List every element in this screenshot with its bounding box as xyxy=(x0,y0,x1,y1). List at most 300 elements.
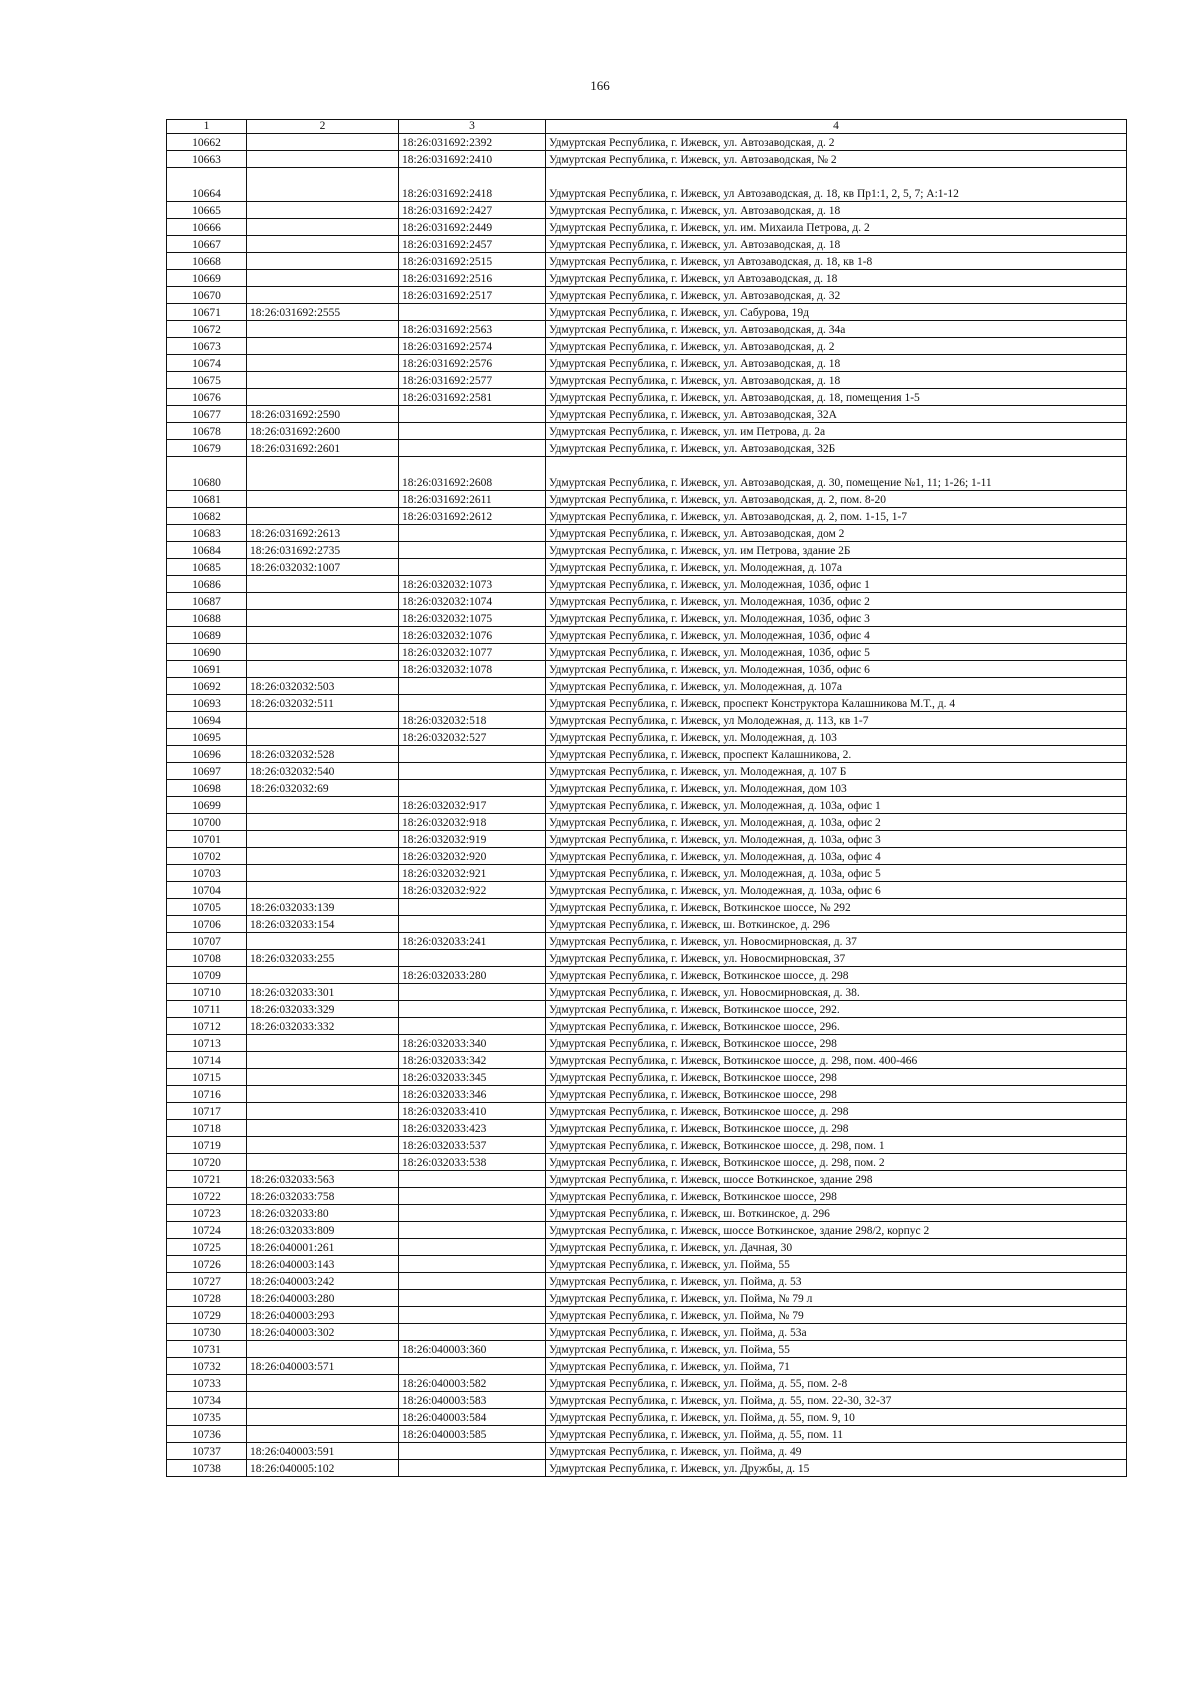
row-number-cell: 10676 xyxy=(167,389,247,406)
cadastral-number-cell xyxy=(399,1324,546,1341)
table-row xyxy=(167,151,1127,168)
cadastral-number-cell xyxy=(247,644,399,661)
row-number-cell: 10711 xyxy=(167,1001,247,1018)
cadastral-number-cell xyxy=(247,338,399,355)
cadastral-number-cell: 18:26:040003:302 xyxy=(247,1324,399,1341)
cadastral-number-cell: 18:26:031692:2601 xyxy=(247,440,399,457)
address-cell: Удмуртская Республика, г. Ижевск, ул. Молодежная, д. 103а, офис 5 xyxy=(546,865,1127,882)
row-number-cell: 10719 xyxy=(167,1137,247,1154)
table-row xyxy=(167,1256,1127,1273)
row-number-cell: 10716 xyxy=(167,1086,247,1103)
row-number-cell: 10674 xyxy=(167,355,247,372)
row-number-cell: 10703 xyxy=(167,865,247,882)
row-number-cell: 10721 xyxy=(167,1171,247,1188)
row-number-cell: 10690 xyxy=(167,644,247,661)
cadastral-number-cell xyxy=(399,1290,546,1307)
table-row xyxy=(167,1103,1127,1120)
cadastral-number-cell xyxy=(247,1341,399,1358)
address-cell: Удмуртская Республика, г. Ижевск, проспект Конструктора Калашникова М.Т., д. 4 xyxy=(546,695,1127,712)
address-cell: Удмуртская Республика, г. Ижевск, ул. Автозаводская, д. 18 xyxy=(546,236,1127,253)
cadastral-number-cell xyxy=(399,304,546,321)
cadastral-number-cell xyxy=(247,1426,399,1443)
cadastral-number-cell: 18:26:031692:2612 xyxy=(399,508,546,525)
address-cell: Удмуртская Республика, г. Ижевск, Воткинское шоссе, 298 xyxy=(546,1069,1127,1086)
cadastral-number-cell: 18:26:031692:2427 xyxy=(399,202,546,219)
cadastral-number-cell: 18:26:031692:2392 xyxy=(399,134,546,151)
address-cell: Удмуртская Республика, г. Ижевск, Воткинское шоссе, 298 xyxy=(546,1188,1127,1205)
table-row xyxy=(167,168,1127,202)
table-row xyxy=(167,933,1127,950)
cadastral-number-cell: 18:26:032032:1073 xyxy=(399,576,546,593)
row-number-cell: 10679 xyxy=(167,440,247,457)
address-cell: Удмуртская Республика, г. Ижевск, ул. Автозаводская, 32А xyxy=(546,406,1127,423)
table-row xyxy=(167,746,1127,763)
row-number-cell: 10707 xyxy=(167,933,247,950)
address-cell: Удмуртская Республика, г. Ижевск, ул. Молодежная, дом 103 xyxy=(546,780,1127,797)
row-number-cell: 10666 xyxy=(167,219,247,236)
cadastral-number-cell xyxy=(399,440,546,457)
address-cell: Удмуртская Республика, г. Ижевск, ул. Сабурова, 19д xyxy=(546,304,1127,321)
table-row xyxy=(167,576,1127,593)
cadastral-number-cell xyxy=(247,1052,399,1069)
row-number-cell: 10738 xyxy=(167,1460,247,1477)
address-cell: Удмуртская Республика, г. Ижевск, ул Молодежная, д. 113, кв 1-7 xyxy=(546,712,1127,729)
row-number-cell: 10663 xyxy=(167,151,247,168)
table-row xyxy=(167,950,1127,967)
address-cell: Удмуртская Республика, г. Ижевск, ул. Новосмирновская, 37 xyxy=(546,950,1127,967)
row-number-cell: 10683 xyxy=(167,525,247,542)
cadastral-number-cell xyxy=(247,491,399,508)
cadastral-number-cell: 18:26:031692:2516 xyxy=(399,270,546,287)
cadastral-number-cell xyxy=(247,236,399,253)
cadastral-number-cell: 18:26:032032:511 xyxy=(247,695,399,712)
address-cell: Удмуртская Республика, г. Ижевск, Воткинское шоссе, 298 xyxy=(546,1035,1127,1052)
table-row xyxy=(167,984,1127,1001)
cadastral-number-cell xyxy=(399,525,546,542)
address-cell: Удмуртская Республика, г. Ижевск, Воткинское шоссе, д. 298, пом. 1 xyxy=(546,1137,1127,1154)
address-cell: Удмуртская Республика, г. Ижевск, проспект Калашникова, 2. xyxy=(546,746,1127,763)
address-cell: Удмуртская Республика, г. Ижевск, ул. Пойма, 55 xyxy=(546,1256,1127,1273)
cadastral-number-cell xyxy=(247,321,399,338)
row-number-cell: 10734 xyxy=(167,1392,247,1409)
row-number-cell: 10685 xyxy=(167,559,247,576)
cadastral-number-cell xyxy=(399,423,546,440)
cadastral-number-cell xyxy=(399,899,546,916)
cadastral-number-cell: 18:26:040003:584 xyxy=(399,1409,546,1426)
cadastral-number-cell: 18:26:031692:2457 xyxy=(399,236,546,253)
cadastral-number-cell xyxy=(247,202,399,219)
address-cell: Удмуртская Республика, г. Ижевск, ул. Автозаводская, д. 18 xyxy=(546,355,1127,372)
table-row xyxy=(167,202,1127,219)
cadastral-number-cell: 18:26:040003:143 xyxy=(247,1256,399,1273)
address-cell: Удмуртская Республика, г. Ижевск, ул. Молодежная, 103б, офис 1 xyxy=(546,576,1127,593)
cadastral-number-cell: 18:26:032032:540 xyxy=(247,763,399,780)
row-number-cell: 10714 xyxy=(167,1052,247,1069)
table-row xyxy=(167,1069,1127,1086)
table-header-row xyxy=(167,120,1127,134)
cadastral-number-cell xyxy=(247,882,399,899)
cadastral-number-cell: 18:26:032032:527 xyxy=(399,729,546,746)
cadastral-number-cell xyxy=(399,1443,546,1460)
row-number-cell: 10702 xyxy=(167,848,247,865)
cadastral-number-cell: 18:26:040005:102 xyxy=(247,1460,399,1477)
cadastral-number-cell xyxy=(247,1103,399,1120)
address-cell: Удмуртская Республика, г. Ижевск, ул. Молодежная, 103б, офис 6 xyxy=(546,661,1127,678)
row-number-cell: 10713 xyxy=(167,1035,247,1052)
cadastral-number-cell: 18:26:031692:2449 xyxy=(399,219,546,236)
address-cell: Удмуртская Республика, г. Ижевск, ул. Молодежная, 103б, офис 5 xyxy=(546,644,1127,661)
row-number-cell: 10680 xyxy=(167,457,247,491)
table-row xyxy=(167,627,1127,644)
address-cell: Удмуртская Республика, г. Ижевск, Воткинское шоссе, д. 298 xyxy=(546,1120,1127,1137)
table-row xyxy=(167,610,1127,627)
row-number-cell: 10699 xyxy=(167,797,247,814)
table-body xyxy=(167,134,1127,1477)
cadastral-number-cell xyxy=(247,576,399,593)
cadastral-number-cell xyxy=(399,1256,546,1273)
table-row xyxy=(167,338,1127,355)
address-cell: Удмуртская Республика, г. Ижевск, Воткинское шоссе, 298 xyxy=(546,1086,1127,1103)
address-cell: Удмуртская Республика, г. Ижевск, ул. Новосмирновская, д. 37 xyxy=(546,933,1127,950)
cadastral-number-cell xyxy=(399,1205,546,1222)
cadastral-number-cell xyxy=(247,287,399,304)
address-cell: Удмуртская Республика, г. Ижевск, ул. Молодежная, 103б, офис 4 xyxy=(546,627,1127,644)
cadastral-number-cell: 18:26:032033:80 xyxy=(247,1205,399,1222)
address-cell: Удмуртская Республика, г. Ижевск, Воткинское шоссе, 292. xyxy=(546,1001,1127,1018)
row-number-cell: 10731 xyxy=(167,1341,247,1358)
cadastral-number-cell: 18:26:031692:2600 xyxy=(247,423,399,440)
row-number-cell: 10691 xyxy=(167,661,247,678)
address-cell: Удмуртская Республика, г. Ижевск, шоссе Воткинское, здание 298/2, корпус 2 xyxy=(546,1222,1127,1239)
cadastral-number-cell: 18:26:031692:2735 xyxy=(247,542,399,559)
row-number-cell: 10671 xyxy=(167,304,247,321)
cadastral-number-cell: 18:26:032032:518 xyxy=(399,712,546,729)
cadastral-number-cell: 18:26:032033:280 xyxy=(399,967,546,984)
table-row xyxy=(167,542,1127,559)
table-row xyxy=(167,1137,1127,1154)
table-row xyxy=(167,287,1127,304)
cadastral-number-cell xyxy=(247,151,399,168)
table-row xyxy=(167,1205,1127,1222)
cadastral-number-cell: 18:26:032033:537 xyxy=(399,1137,546,1154)
table-row xyxy=(167,389,1127,406)
row-number-cell: 10723 xyxy=(167,1205,247,1222)
cadastral-number-cell: 18:26:031692:2418 xyxy=(399,168,546,202)
cadastral-number-cell: 18:26:032033:423 xyxy=(399,1120,546,1137)
row-number-cell: 10681 xyxy=(167,491,247,508)
address-cell: Удмуртская Республика, г. Ижевск, ул. им. Михаила Петрова, д. 2 xyxy=(546,219,1127,236)
cadastral-number-cell: 18:26:040001:261 xyxy=(247,1239,399,1256)
address-cell: Удмуртская Республика, г. Ижевск, ул. Автозаводская, д. 2, пом. 8-20 xyxy=(546,491,1127,508)
cadastral-number-cell: 18:26:040003:585 xyxy=(399,1426,546,1443)
cadastral-number-cell xyxy=(399,678,546,695)
cadastral-number-cell: 18:26:032032:922 xyxy=(399,882,546,899)
row-number-cell: 10696 xyxy=(167,746,247,763)
cadastral-number-cell xyxy=(399,1001,546,1018)
address-cell: Удмуртская Республика, г. Ижевск, ул. Пойма, № 79 л xyxy=(546,1290,1127,1307)
cadastral-number-cell xyxy=(247,712,399,729)
address-cell: Удмуртская Республика, г. Ижевск, ул. Автозаводская, д. 18, помещения 1-5 xyxy=(546,389,1127,406)
cadastral-number-cell xyxy=(399,1188,546,1205)
table-row xyxy=(167,236,1127,253)
cadastral-number-cell: 18:26:032032:69 xyxy=(247,780,399,797)
cadastral-number-cell: 18:26:032033:342 xyxy=(399,1052,546,1069)
address-cell: Удмуртская Республика, г. Ижевск, ул. Автозаводская, д. 2 xyxy=(546,338,1127,355)
address-cell: Удмуртская Республика, г. Ижевск, ул. Автозаводская, № 2 xyxy=(546,151,1127,168)
table-row xyxy=(167,1460,1127,1477)
table-row xyxy=(167,440,1127,457)
table-row xyxy=(167,1154,1127,1171)
column-header-2: 2 xyxy=(247,120,399,134)
row-number-cell: 10662 xyxy=(167,134,247,151)
address-cell: Удмуртская Республика, г. Ижевск, ул. Дачная, 30 xyxy=(546,1239,1127,1256)
row-number-cell: 10710 xyxy=(167,984,247,1001)
address-cell: Удмуртская Республика, г. Ижевск, ул. Автозаводская, д. 18 xyxy=(546,202,1127,219)
table-row xyxy=(167,1239,1127,1256)
cadastral-number-cell: 18:26:032032:528 xyxy=(247,746,399,763)
table-row xyxy=(167,1409,1127,1426)
row-number-cell: 10727 xyxy=(167,1273,247,1290)
column-header-4: 4 xyxy=(546,120,1127,134)
cadastral-number-cell: 18:26:040003:583 xyxy=(399,1392,546,1409)
cadastral-number-cell xyxy=(399,950,546,967)
address-cell: Удмуртская Республика, г. Ижевск, ул. Автозаводская, д. 30, помещение №1, 11; 1-26; 1-11 xyxy=(546,457,1127,491)
cadastral-number-cell xyxy=(247,865,399,882)
address-cell: Удмуртская Республика, г. Ижевск, шоссе Воткинское, здание 298 xyxy=(546,1171,1127,1188)
address-cell: Удмуртская Республика, г. Ижевск, ул. Автозаводская, д. 2 xyxy=(546,134,1127,151)
cadastral-number-cell xyxy=(247,457,399,491)
address-cell: Удмуртская Республика, г. Ижевск, ул. Молодежная, д. 103а, офис 3 xyxy=(546,831,1127,848)
row-number-cell: 10733 xyxy=(167,1375,247,1392)
row-number-cell: 10718 xyxy=(167,1120,247,1137)
table-row xyxy=(167,508,1127,525)
address-cell: Удмуртская Республика, г. Ижевск, ул. Пойма, д. 55, пом. 9, 10 xyxy=(546,1409,1127,1426)
address-cell: Удмуртская Республика, г. Ижевск, ул. Молодежная, 103б, офис 2 xyxy=(546,593,1127,610)
cadastral-number-cell xyxy=(399,746,546,763)
cadastral-number-cell xyxy=(247,610,399,627)
cadastral-number-cell: 18:26:031692:2576 xyxy=(399,355,546,372)
row-number-cell: 10724 xyxy=(167,1222,247,1239)
row-number-cell: 10737 xyxy=(167,1443,247,1460)
cadastral-number-cell: 18:26:031692:2515 xyxy=(399,253,546,270)
address-cell: Удмуртская Республика, г. Ижевск, ул. Автозаводская, д. 2, пом. 1-15, 1-7 xyxy=(546,508,1127,525)
address-cell: Удмуртская Республика, г. Ижевск, Воткинское шоссе, д. 298, пом. 2 xyxy=(546,1154,1127,1171)
cadastral-number-cell: 18:26:032032:919 xyxy=(399,831,546,848)
cadastral-number-cell: 18:26:040003:582 xyxy=(399,1375,546,1392)
cadastral-number-cell: 18:26:031692:2608 xyxy=(399,457,546,491)
address-cell: Удмуртская Республика, г. Ижевск, ул. Автозаводская, дом 2 xyxy=(546,525,1127,542)
table-row xyxy=(167,559,1127,576)
row-number-cell: 10669 xyxy=(167,270,247,287)
cadastral-number-cell xyxy=(399,916,546,933)
row-number-cell: 10730 xyxy=(167,1324,247,1341)
table-row xyxy=(167,423,1127,440)
cadastral-number-cell: 18:26:032032:1076 xyxy=(399,627,546,644)
row-number-cell: 10701 xyxy=(167,831,247,848)
cadastral-number-cell: 18:26:032032:1074 xyxy=(399,593,546,610)
cadastral-number-cell: 18:26:040003:242 xyxy=(247,1273,399,1290)
table-row xyxy=(167,1001,1127,1018)
row-number-cell: 10732 xyxy=(167,1358,247,1375)
row-number-cell: 10708 xyxy=(167,950,247,967)
row-number-cell: 10700 xyxy=(167,814,247,831)
cadastral-number-cell xyxy=(247,814,399,831)
row-number-cell: 10664 xyxy=(167,168,247,202)
row-number-cell: 10706 xyxy=(167,916,247,933)
table-row xyxy=(167,406,1127,423)
cadastral-number-cell: 18:26:032032:917 xyxy=(399,797,546,814)
table-row xyxy=(167,831,1127,848)
cadastral-number-cell xyxy=(247,1154,399,1171)
table-row xyxy=(167,661,1127,678)
cadastral-number-cell xyxy=(247,1409,399,1426)
cadastral-number-cell: 18:26:040003:293 xyxy=(247,1307,399,1324)
cadastral-number-cell: 18:26:032033:241 xyxy=(399,933,546,950)
address-cell: Удмуртская Республика, г. Ижевск, ул Автозаводская, д. 18, кв 1-8 xyxy=(546,253,1127,270)
row-number-cell: 10709 xyxy=(167,967,247,984)
cadastral-number-cell xyxy=(399,559,546,576)
address-cell: Удмуртская Республика, г. Ижевск, ул Автозаводская, д. 18, кв Пр1:1, 2, 5, 7; А:1-12 xyxy=(546,168,1127,202)
cadastral-number-cell xyxy=(399,984,546,1001)
row-number-cell: 10722 xyxy=(167,1188,247,1205)
table-row xyxy=(167,1222,1127,1239)
cadastral-number-cell xyxy=(399,1358,546,1375)
cadastral-number-cell xyxy=(399,1307,546,1324)
table-row xyxy=(167,134,1127,151)
row-number-cell: 10694 xyxy=(167,712,247,729)
row-number-cell: 10692 xyxy=(167,678,247,695)
table-row xyxy=(167,780,1127,797)
row-number-cell: 10665 xyxy=(167,202,247,219)
cadastral-number-cell: 18:26:031692:2581 xyxy=(399,389,546,406)
table-row xyxy=(167,491,1127,508)
cadastral-number-cell xyxy=(399,1460,546,1477)
cadastral-number-cell: 18:26:032033:139 xyxy=(247,899,399,916)
row-number-cell: 10720 xyxy=(167,1154,247,1171)
cadastral-number-cell: 18:26:032033:255 xyxy=(247,950,399,967)
cadastral-number-cell: 18:26:032032:1077 xyxy=(399,644,546,661)
cadastral-number-cell: 18:26:032033:410 xyxy=(399,1103,546,1120)
row-number-cell: 10729 xyxy=(167,1307,247,1324)
address-cell: Удмуртская Республика, г. Ижевск, ул. Автозаводская, д. 18 xyxy=(546,372,1127,389)
row-number-cell: 10726 xyxy=(167,1256,247,1273)
cadastral-number-cell: 18:26:032033:329 xyxy=(247,1001,399,1018)
address-cell: Удмуртская Республика, г. Ижевск, ул. Пойма, д. 55, пом. 2-8 xyxy=(546,1375,1127,1392)
column-header-3: 3 xyxy=(399,120,546,134)
table-row xyxy=(167,372,1127,389)
table-row xyxy=(167,1035,1127,1052)
cadastral-number-cell xyxy=(247,1086,399,1103)
address-cell: Удмуртская Республика, г. Ижевск, ул. Молодежная, д. 107а xyxy=(546,559,1127,576)
row-number-cell: 10668 xyxy=(167,253,247,270)
cadastral-number-cell: 18:26:032032:1075 xyxy=(399,610,546,627)
table-row xyxy=(167,270,1127,287)
table-row xyxy=(167,1086,1127,1103)
table-row xyxy=(167,253,1127,270)
cadastral-number-cell xyxy=(399,1239,546,1256)
table-row xyxy=(167,916,1127,933)
row-number-cell: 10715 xyxy=(167,1069,247,1086)
cadastral-number-cell xyxy=(247,1392,399,1409)
table-row xyxy=(167,695,1127,712)
cadastral-number-cell xyxy=(247,1375,399,1392)
address-cell: Удмуртская Республика, г. Ижевск, ул. Пойма, д. 53а xyxy=(546,1324,1127,1341)
address-cell: Удмуртская Республика, г. Ижевск, ул. Пойма, № 79 xyxy=(546,1307,1127,1324)
cadastral-number-cell: 18:26:032033:340 xyxy=(399,1035,546,1052)
cadastral-number-cell xyxy=(247,1120,399,1137)
table-row xyxy=(167,797,1127,814)
cadastral-number-cell xyxy=(247,1069,399,1086)
table-row xyxy=(167,355,1127,372)
address-cell: Удмуртская Республика, г. Ижевск, Воткинское шоссе, 296. xyxy=(546,1018,1127,1035)
cadastral-number-cell: 18:26:032033:345 xyxy=(399,1069,546,1086)
table-row xyxy=(167,712,1127,729)
cadastral-number-cell xyxy=(399,1222,546,1239)
table-row xyxy=(167,1273,1127,1290)
row-number-cell: 10717 xyxy=(167,1103,247,1120)
row-number-cell: 10670 xyxy=(167,287,247,304)
row-number-cell: 10728 xyxy=(167,1290,247,1307)
row-number-cell: 10736 xyxy=(167,1426,247,1443)
address-cell: Удмуртская Республика, г. Ижевск, ул. Пойма, 55 xyxy=(546,1341,1127,1358)
table-row xyxy=(167,1443,1127,1460)
row-number-cell: 10697 xyxy=(167,763,247,780)
cadastral-number-cell: 18:26:032033:809 xyxy=(247,1222,399,1239)
cadastral-number-cell: 18:26:040003:360 xyxy=(399,1341,546,1358)
cadastral-number-cell xyxy=(399,1171,546,1188)
cadastral-number-cell: 18:26:031692:2611 xyxy=(399,491,546,508)
table-row xyxy=(167,678,1127,695)
cadastral-number-cell: 18:26:032032:921 xyxy=(399,865,546,882)
address-cell: Удмуртская Республика, г. Ижевск, ул. Автозаводская, д. 34а xyxy=(546,321,1127,338)
cadastral-number-cell: 18:26:031692:2517 xyxy=(399,287,546,304)
column-header-1: 1 xyxy=(167,120,247,134)
cadastral-number-cell xyxy=(399,695,546,712)
cadastral-number-cell xyxy=(247,831,399,848)
cadastral-number-cell xyxy=(247,1035,399,1052)
cadastral-number-cell xyxy=(399,1273,546,1290)
address-cell: Удмуртская Республика, г. Ижевск, ш. Воткинское, д. 296 xyxy=(546,1205,1127,1222)
table-row xyxy=(167,321,1127,338)
table-row xyxy=(167,1341,1127,1358)
cadastral-number-cell: 18:26:032032:920 xyxy=(399,848,546,865)
table-row xyxy=(167,1426,1127,1443)
address-cell: Удмуртская Республика, г. Ижевск, Воткинское шоссе, д. 298, пом. 400-466 xyxy=(546,1052,1127,1069)
page-number: 166 xyxy=(590,78,610,93)
row-number-cell: 10688 xyxy=(167,610,247,627)
row-number-cell: 10682 xyxy=(167,508,247,525)
cadastral-number-cell: 18:26:040003:571 xyxy=(247,1358,399,1375)
row-number-cell: 10687 xyxy=(167,593,247,610)
address-cell: Удмуртская Республика, г. Ижевск, ул. им Петрова, д. 2а xyxy=(546,423,1127,440)
row-number-cell: 10667 xyxy=(167,236,247,253)
row-number-cell: 10684 xyxy=(167,542,247,559)
cadastral-number-cell xyxy=(247,253,399,270)
cadastral-number-cell xyxy=(247,389,399,406)
cadastral-number-cell: 18:26:040003:591 xyxy=(247,1443,399,1460)
cadastral-number-cell: 18:26:031692:2590 xyxy=(247,406,399,423)
cadastral-number-cell: 18:26:032033:301 xyxy=(247,984,399,1001)
cadastral-number-cell: 18:26:040003:280 xyxy=(247,1290,399,1307)
address-cell: Удмуртская Республика, г. Ижевск, ул. Новосмирновская, д. 38. xyxy=(546,984,1127,1001)
row-number-cell: 10678 xyxy=(167,423,247,440)
address-cell: Удмуртская Республика, г. Ижевск, Воткинское шоссе, д. 298 xyxy=(546,1103,1127,1120)
address-cell: Удмуртская Республика, г. Ижевск, Воткинское шоссе, № 292 xyxy=(546,899,1127,916)
address-cell: Удмуртская Республика, г. Ижевск, ул. Молодежная, д. 107а xyxy=(546,678,1127,695)
address-cell: Удмуртская Республика, г. Ижевск, ул. Молодежная, д. 103а, офис 2 xyxy=(546,814,1127,831)
row-number-cell: 10735 xyxy=(167,1409,247,1426)
address-cell: Удмуртская Республика, г. Ижевск, ул. Молодежная, 103б, офис 3 xyxy=(546,610,1127,627)
